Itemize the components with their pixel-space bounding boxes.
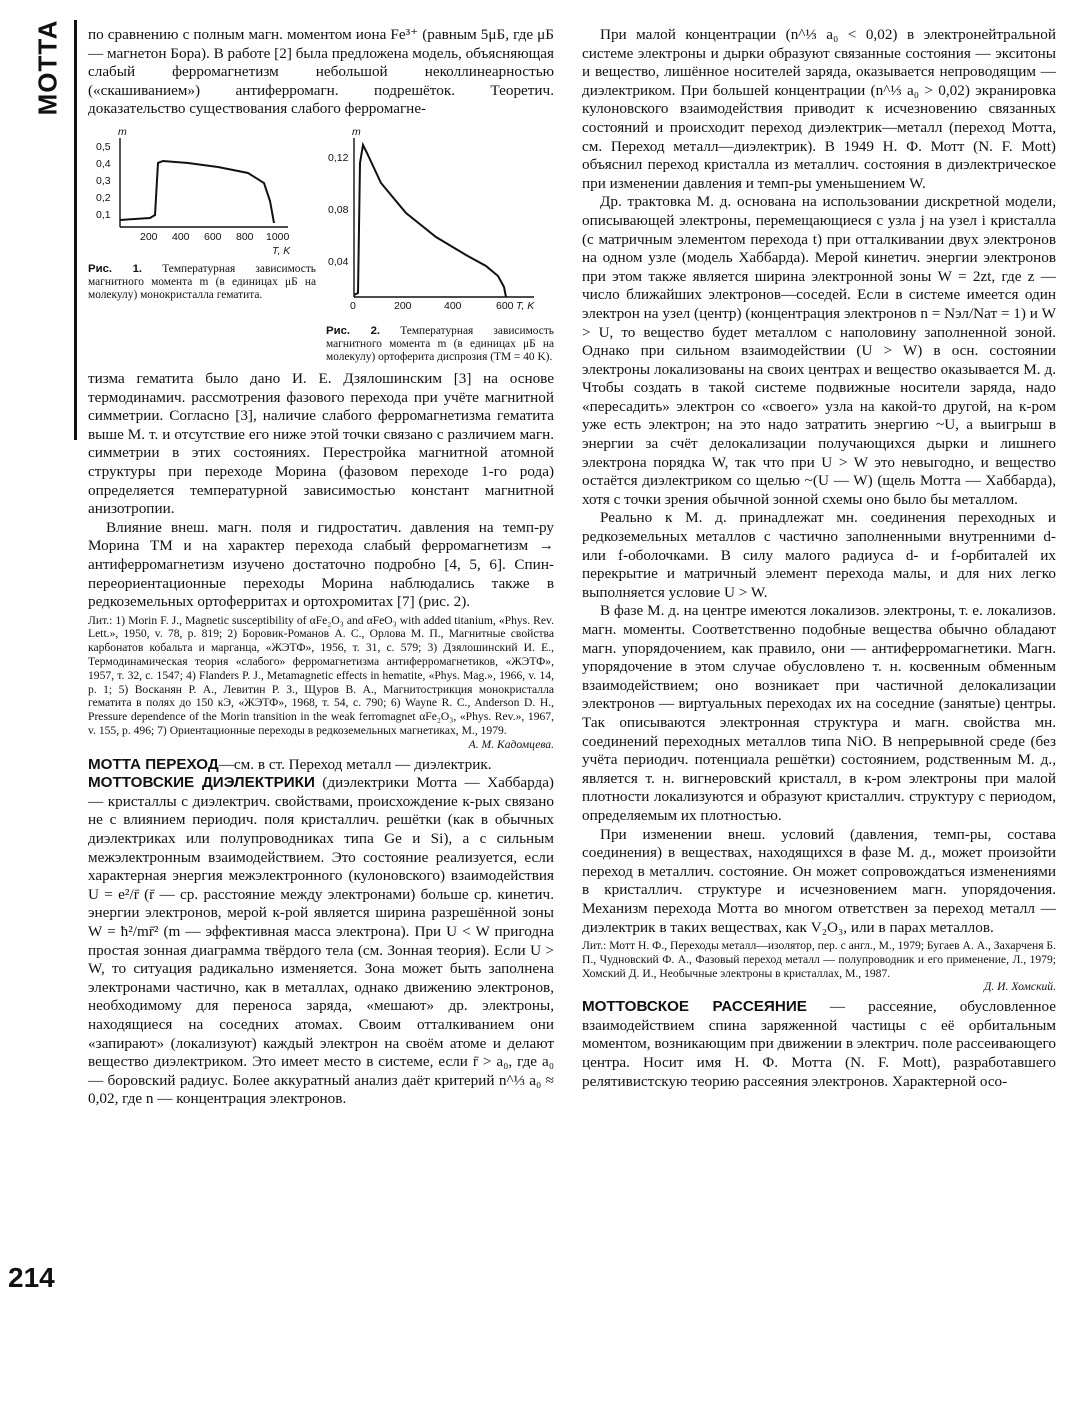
- fig1-x-tick: 600: [204, 230, 222, 243]
- figure-1-plot: [88, 123, 316, 261]
- references-text: Лит.: 1) Morin F. J., Magnetic susceptibility of αFe₂O₃ and αFeO₃ with added titanium, «Phys. Rev. Lett.», 1950, v. 78, p. 819; 2) Боровик-Романов А. С., Орлова М. П., Магнитные свойства карбонатов кобальта и марганца, «ЖЭТФ», 1956, т. 31, с. 579; 3) Дзялошинский И. Е., Термодинамическая теория «слабого» ферромагнетизма антиферромагнетиков, «ЖЭТФ», 1957, т. 32, с. 1547; 4) Flanders P. J., Metamagnetic effects in hematite, «Phys. Mag.», 1966, v. 14, p. 1; 5) Восканян Р. А., Левитин Р. З., Щуров В. А., Магнитострикция монокристалла гематита в полях до 150 кЭ, «ЖЭТФ», 1968, т. 54, с. 790; 6) Wayne R. C., Anderson D. H., Pressure dependence of the Morin transition in the weak ferromagnet αFe₂O₃, «Phys. Rev.», 1967, v. 155, p. 496; 7) Ориентационные переходы в редкоземельных магнетиках, М., 1979.: [88, 613, 554, 738]
- figures: [88, 123, 554, 364]
- fig2-x-tick: 0: [350, 299, 356, 312]
- fig2-curve: [354, 145, 506, 297]
- figure-2-caption: [326, 325, 554, 364]
- paragraph: При малой концентрации (n^⅓ a₀ < 0,02) в электронейтральной системе электроны и дырки образуют связанные состояния — экситоны и вещество, лишённое носителей заряда, оказывается непроводящим — диэлектриком. При большей концентрации (n^⅓ a₀ > 0,02) экранировка кулоновского взаимодействия приводит к исчезновению связанных состояний и происходит переход диэлектрик—металл (переход Мотта, см. Переход металл—диэлектрик). В 1949 Н. Ф. Мотт (N. F. Mott) объяснил переход кристалла из металлич. состояния в диэлектрическое при изменении давления и темп-ры уменьшением W.: [582, 26, 1056, 192]
- references-text: Лит.: Мотт Н. Ф., Переходы металл—изолятор, пер. с англ., М., 1979; Бугаев А. А., Захарченя Б. П., Чудновский Ф. А., Фазовый переход металл — полупроводник и его применение, Л., 1979; Хомский Д. И., Необычные электроны в кристаллах, М., 1987.: [582, 939, 1056, 980]
- fig1-y-tick: 0,3: [96, 174, 111, 187]
- references-author: А. М. Кадомцева.: [468, 737, 554, 751]
- fig2-x-tick: 400: [444, 299, 462, 312]
- fig2-x-axis-label: T, K: [516, 299, 535, 312]
- fig1-y-tick: 0,4: [96, 157, 111, 170]
- margin-rule: [74, 20, 77, 440]
- running-head: [30, 19, 63, 116]
- fig1-x-tick: 200: [140, 230, 158, 243]
- running-head-text: МОТТА: [32, 19, 63, 116]
- figure-1-caption: [88, 263, 316, 302]
- fig1-caption-text: Температурная зависимость магнитного момента m (в единицах μБ на молекулу) монокристалла гематита.: [88, 262, 316, 301]
- fig1-x-tick: 400: [172, 230, 190, 243]
- figure-1: [88, 123, 316, 364]
- entry-headword: МОТТА ПЕРЕХОД: [88, 755, 219, 773]
- fig1-curve: [120, 161, 274, 223]
- left-column: [88, 26, 554, 1109]
- fig2-y-tick: 0,08: [328, 203, 349, 216]
- paragraph: по сравнению с полным магн. моментом иона Fe³⁺ (равным 5μБ, где μБ — магнетон Бора). В работе [2] была предложена модель, объясняющая слабый ферромагнетизм небольшой неколлинеарностью («скашиванием») антиферромагн. подрешёток. Теоретич. доказательство существования слабого ферромагне-: [88, 26, 554, 118]
- figure-2: [326, 123, 554, 364]
- entry-headword: МОТТОВСКИЕ ДИЭЛЕКТРИКИ: [88, 774, 315, 792]
- fig2-y-tick: 0,04: [328, 255, 349, 268]
- figure-2-plot: [326, 123, 554, 323]
- fig2-y-tick: 0,12: [328, 151, 349, 164]
- fig1-y-axis-label: m: [118, 125, 127, 138]
- fig1-y-tick: 0,5: [96, 140, 111, 153]
- paragraph: Др. трактовка М. д. основана на использовании дискретной модели, описывающей электроны, перемещающиеся с узла j на узел i кристалла (с матричным элементом перехода t) при отталкивании двух электронов на одном узле (модель Хаббарда). Мерой кинетич. энергии электронов при этом также является ширина электронной зоны W = 2zt, где z — число ближайших электронов—соседей. Если в системе имеется один электрон на узел (центр) (концентрация электронов n = Nэл/Nат = 1) и W > U, то вещество будет металлом с наполовину заполненной зоной. Однако при сильном взаимодействии (U > W) в осн. состоянии электроны локализованы на своих центрах и вещество оказывается М. д. Чтобы создать в такой системе подвижные носители заряда, надо «пересадить» электрон со «своего» узла на какой-то другой, на к-ром уже есть электрон; на это надо затратить энергию ~U, а выигрыш в энергии за счёт делокализации получающихся дырки и лишнего электрона порядка W, так что при U > W это невыгодно, и вещество остаётся диэлектриком со щелью ~(U — W) (щель Мотта — Хаббарда), хотя с точки зрения обычной зонной схемы оно было бы металлом.: [582, 193, 1056, 508]
- fig1-y-tick: 0,2: [96, 191, 111, 204]
- fig1-y-tick: 0,1: [96, 208, 111, 221]
- entry-mott-transition: [88, 756, 554, 775]
- fig1-x-axis-label: T, K: [272, 244, 291, 257]
- fig1-x-tick: 1000: [266, 230, 290, 243]
- references: [88, 614, 554, 752]
- paragraph: При изменении внеш. условий (давления, темп-ры, состава соединения) в веществах, находящихся в фазе М. д., может произойти переход в металлич. состояние. Он может сопровождаться изменениями в кристаллич. структуре и исчезновением магн. упорядочения. Механизм перехода Мотта во многом ответствен за переход металл — диэлектрик в таких веществах, как V₂O₃, или в парах металлов.: [582, 825, 1056, 936]
- references-author: Д. И. Хомский.: [983, 980, 1056, 994]
- fig1-caption-label: Рис. 1.: [88, 262, 143, 275]
- paragraph: тизма гематита было дано И. Е. Дзялошинским [3] на основе термодинамич. рассмотрения фазового перехода при учёте магнитной симметрии. Согласно [3], наличие слабого ферромагнетизма гематита выше М. т. и отсутствие его ниже этой точки связано с различием магн. симметрии в этих состояниях. Перестройка магнитной атомной структуры при переходе Морина (фазовом переходе 1-го рода) определяется температурной зависимостью констант магнитной анизотропии.: [88, 369, 554, 518]
- fig2-y-axis-label: m: [352, 125, 361, 138]
- fig2-caption-text: Температурная зависимость магнитного момента m (в единицах μБ на молекулу) ортоферита диспрозия (TM = 40 K).: [326, 324, 554, 363]
- paragraph: В фазе М. д. на центре имеются локализов. электроны, т. е. локализов. магн. моменты. Соответственно подобные вещества обычно обладают магн. упорядочением, как правило, они — антиферромагнетики. Магн. упорядочение в этом случае обусловлено т. н. косвенным обменным взаимодействием; оно возникает при частичной делокализации электронов — виртуальных переходах их на соседние (занятые) центры. Так описываются электронная структура и магн. свойства мн. соединений переходных металлов типа NiO. В непрерывной среде (без учёта периодич. потенциала решётки) состоянием, родственным М. д., является т. н. вигнеровский кристалл, в к-ром электроны при малой плотности локализуются и образуют кристаллич. структуру с периодом, определяемым их плотностью.: [582, 602, 1056, 824]
- entry-headword: МОТТОВСКОЕ РАССЕЯНИЕ: [582, 998, 807, 1016]
- paragraph: Реально к М. д. принадлежат мн. соединения переходных и редкоземельных металлов с частично заполненными внутренними d- или f-оболочками. В силу малого радиуса d- и f-орбиталей их перекрытие и матричный элемент перехода малы, и для них легко выполняется условие U > W.: [582, 509, 1056, 601]
- entry-mott-scattering: [582, 998, 1056, 1091]
- fig1-x-tick: 800: [236, 230, 254, 243]
- page-number: 214: [8, 1262, 55, 1293]
- entry-mott-dielectrics: [88, 774, 554, 1109]
- fig2-x-tick: 200: [394, 299, 412, 312]
- references: [582, 939, 1056, 994]
- fig2-caption-label: Рис. 2.: [326, 324, 381, 337]
- entry-text: — рассеяние, обусловленное взаимодействием спина заряженной частицы с её орбитальным моментом, возникающим при движении в электрич. поле рассеивающего центра. Носит имя Н. Ф. Мотта (N. F. Mott), разработавшего релятивистскую теорию рассеяния электронов. Характерной осо-: [582, 998, 1057, 1090]
- fig2-x-tick: 600: [496, 299, 514, 312]
- right-column: [582, 26, 1056, 1091]
- entry-text: (диэлектрики Мотта — Хаббарда) — кристаллы с диэлектрич. свойствами, происхождение к-рых связано не с влиянием периодич. поля кристаллич. решётки (как в обычных диэлектриках или полупроводниках типа Ge и Si), а с сильным межэлектронным взаимодействием. Это состояние реализуется, если характерная энергия межэлектронного (кулоновского) взаимодействия U = e²/r̄ (r̄ — ср. расстояние между электронами) больше ср. кинетич. энергии электронов, мерой к-рой является ширина разрешённой зоны W = ħ²/mr̄² (m — эффективная масса электрона). При U < W пригодна простая зонная диаграмма твёрдого тела (см. Зонная теория). Если U > W, то ситуация радикально изменяется. Зона может быть заполнена электронами частично, как в металлах, однако движению электронов, необходимому для переноса заряда, «мешают» др. электроны, находящиеся на соседних атомах. Своим отталкиванием они «запирают» (локализуют) каждый электрон на своём атоме и делают вещество диэлектриком. Это имеет место в системе, если r̄ > a₀, где a₀ — боровский радиус. Более аккуратный анализ даёт критерий n^⅓ a₀ ≈ 0,02, где n — концентрация электронов.: [88, 774, 554, 1108]
- paragraph: Влияние внеш. магн. поля и гидростатич. давления на темп-ру Морина TM и на характер перехода слабый ферромагнетизм → антиферромагнетизм изучено достаточно подробно [4, 5, 6]. Спин-переориентационные переходы Морина наблюдались также в редкоземельных ортоферритах и ортохромитах [7] (рис. 2).: [88, 518, 554, 611]
- entry-text: —см. в ст. Переход металл — диэлектрик.: [218, 755, 492, 773]
